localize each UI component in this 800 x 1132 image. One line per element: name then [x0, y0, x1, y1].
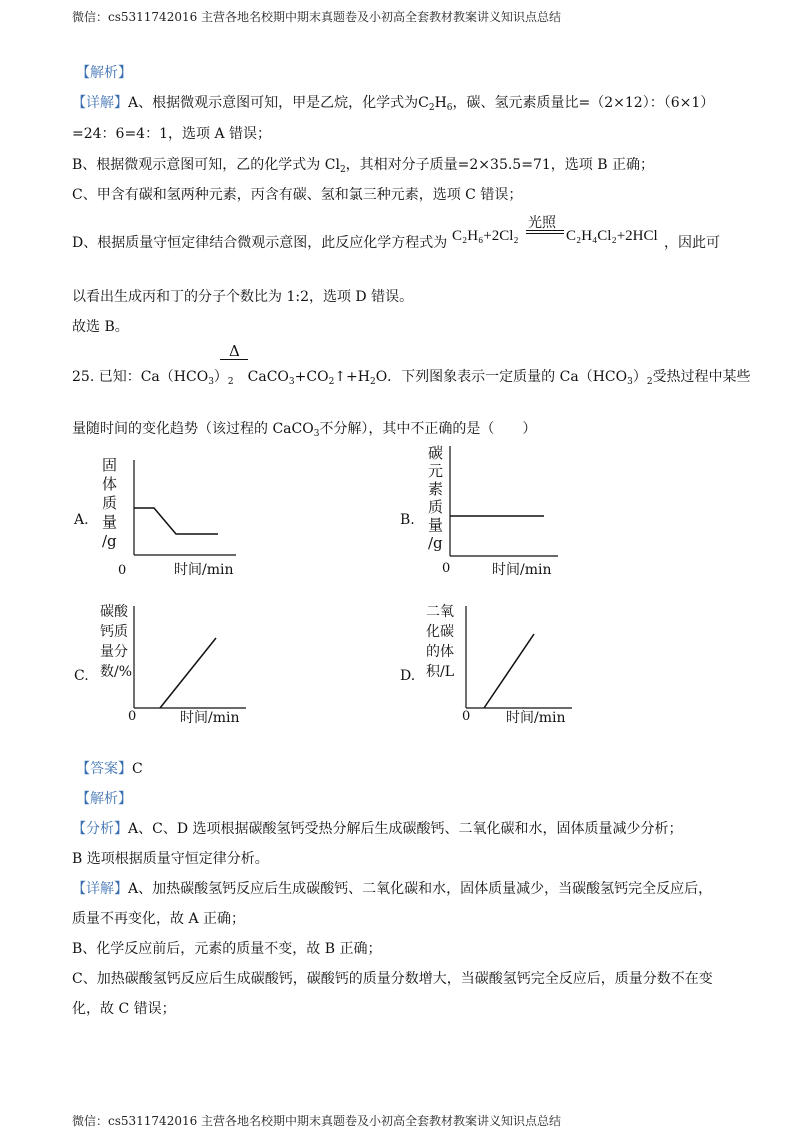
detail2-line-b: B、化学反应前后，元素的质量不变，故 B 正确；: [72, 941, 382, 957]
detail-tag: 【详解】: [72, 95, 128, 111]
equation-condition: 光照: [528, 215, 556, 231]
detail-line-a2: =24：6=4：1，选项 A 错误；: [72, 126, 272, 142]
question-number: 25.: [72, 369, 95, 385]
fenxi-line-1: [72, 818, 683, 840]
question-text: ）: [213, 369, 228, 385]
graph-c-origin: 0: [128, 709, 137, 724]
graph-d-ylabel-2: 的体: [426, 644, 454, 660]
equation-arrow: [526, 230, 564, 234]
question-text: 受热过程中某些: [652, 369, 751, 385]
question-text: +CO: [294, 369, 329, 385]
question-text: 不分解），其中不正确的是（ ）: [319, 421, 537, 437]
detail-text: A、根据微观示意图可知，甲是乙烷，化学式为C: [128, 95, 429, 111]
graph-c-ylabel-0: 碳酸: [100, 604, 128, 620]
graph-d-origin: 0: [462, 709, 471, 724]
graph-a-origin: 0: [118, 563, 127, 578]
question-text: CaCO: [247, 369, 289, 385]
detail-line-d2: 以看出生成丙和丁的分子个数比为 1:2，选项 D 错误。: [72, 289, 414, 305]
graph-a-line: [134, 508, 218, 534]
fenxi-line-2: B 选项根据质量守恒定律分析。: [72, 851, 269, 867]
option-d-label: D.: [400, 668, 416, 684]
detail2-line-a1: [72, 878, 712, 900]
graph-a: [96, 452, 252, 578]
option-a-label: A.: [74, 512, 89, 528]
conclusion: 故选 B。: [72, 319, 129, 335]
graph-d-ylabel-3: 积/L: [426, 664, 455, 680]
graph-c-line: [160, 638, 216, 708]
graph-d-line: [484, 634, 534, 708]
analysis-tag-2: 【解析】: [76, 791, 132, 807]
reaction-arrow: [220, 359, 248, 360]
question-text: 量随时间的变化趋势（该过程的 CaCO: [72, 421, 314, 437]
graph-b-ylabel-5: /g: [428, 534, 443, 552]
graph-b-origin: 0: [442, 561, 451, 576]
question-line-2: 量随时间的变化趋势（该过程的 CaCO$_3$不分解），其中不正确的是（ ）: [72, 421, 537, 439]
graph-d-xlabel: 时间/min: [506, 710, 566, 726]
detail2-text: A、加热碳酸氢钙反应后生成碳酸钙、二氧化碳和水，固体质量减少，当碳酸氢钙完全反应后，: [128, 881, 713, 897]
graph-b-ylabel-4: 量: [428, 516, 444, 534]
graph-c-ylabel-1: 钙质: [100, 624, 128, 640]
page-footer: 微信：cs5311742016 主营各地名校期中期末真题卷及小初高全套教材教案讲义知识点总结: [72, 1114, 562, 1128]
detail-line-d1-tail: ，因此可: [664, 235, 720, 251]
question-text: ↑+H: [334, 369, 370, 385]
answer-tag: 【答案】: [76, 761, 132, 777]
graph-a-ylabel-0: 固: [102, 456, 118, 474]
detail2-line-a2: 质量不再变化，故 A 正确；: [72, 911, 246, 927]
graph-b-ylabel-1: 元: [428, 462, 444, 480]
detail-tag-2: 【详解】: [72, 881, 128, 897]
graph-b-ylabel-2: 素: [428, 480, 444, 498]
graph-a-ylabel-2: 质: [102, 494, 118, 512]
graph-c-ylabel-3: 数/%: [100, 664, 133, 680]
graph-a-ylabel-3: 量: [102, 513, 118, 531]
graph-c-ylabel-2: 量分: [100, 644, 128, 660]
question-text: ）: [632, 369, 647, 385]
fenxi-tag: 【分析】: [72, 821, 128, 837]
equation-right: C₂H₄Cl₂+2HCl: [566, 228, 658, 244]
heat-symbol: Δ: [229, 342, 240, 360]
detail2-line-c1: C、加热碳酸氢钙反应后生成碳酸钙，碳酸钙的质量分数增大，当碳酸氢钙完全反应后，质量分数不在变: [72, 971, 713, 987]
graph-d-ylabel-0: 二氧: [426, 604, 454, 620]
graph-c: [98, 600, 256, 728]
graph-b-ylabel-3: 质: [428, 498, 444, 516]
fenxi-text: A、C、D 选项根据碳酸氢钙受热分解后生成碳酸钙、二氧化碳和水，固体质量减少分析；: [128, 821, 683, 837]
question-line-1: 25. 已知：$Ca(HCO_3)_2$ $CaCO_3+CO_2↑+H_2O$．下列图象表示一定质量的 $Ca(HCO_3)_2$受热过程中某些: [72, 369, 751, 387]
detail-line-a1: 【详解】A、根据微观示意图可知，甲是乙烷，化学式为$C_2H_6$，碳、氢元素质量比=（2×12）：（6×1）: [72, 95, 715, 113]
answer-value: C: [132, 761, 143, 777]
graph-a-ylabel-4: /g: [102, 532, 117, 550]
graph-b-xlabel: 时间/min: [492, 562, 552, 578]
analysis-tag: 【解析】: [76, 65, 132, 81]
option-b-label: B.: [400, 512, 415, 528]
detail-text: ，其相对分子质量=2×35.5=71，选项 B 正确；: [345, 157, 654, 173]
page-header: 微信：cs5311742016 主营各地名校期中期末真题卷及小初高全套教材教案讲义知识点总结: [72, 10, 562, 24]
graph-d: [424, 600, 582, 728]
detail-line-b: B、根据微观示意图可知，乙的化学式为 $Cl_2$，其相对分子质量=2×35.5=71，选项 B 正确；: [72, 157, 654, 175]
equation-left: C₂H₆+2Cl₂: [452, 228, 519, 244]
graph-b-ylabel-0: 碳: [428, 444, 444, 462]
detail-line-d1: D、根据质量守恒定律结合微观示意图，此反应化学方程式为: [72, 235, 448, 251]
option-c-label: C.: [74, 668, 89, 684]
graph-a-ylabel-1: 体: [102, 475, 118, 493]
graph-a-xlabel: 时间/min: [174, 562, 234, 578]
detail-line-c: C、甲含有碳和氢两种元素，丙含有碳、氢和氯三种元素，选项 C 错误；: [72, 187, 523, 203]
graph-c-xlabel: 时间/min: [180, 710, 240, 726]
graph-d-ylabel-1: 化碳: [426, 624, 454, 640]
question-text: 已知：Ca（HCO: [98, 369, 209, 385]
answer-line: [76, 758, 143, 780]
graph-b: [422, 440, 578, 578]
detail-text: H: [434, 95, 447, 111]
detail2-line-c2: 化，故 C 错误；: [72, 1001, 176, 1017]
detail-text: B、根据微观示意图可知，乙的化学式为 Cl: [72, 157, 340, 173]
question-text: O．下列图象表示一定质量的 Ca（HCO: [375, 369, 628, 385]
detail-text: ，碳、氢元素质量比=（2×12）：（6×1）: [452, 95, 715, 111]
